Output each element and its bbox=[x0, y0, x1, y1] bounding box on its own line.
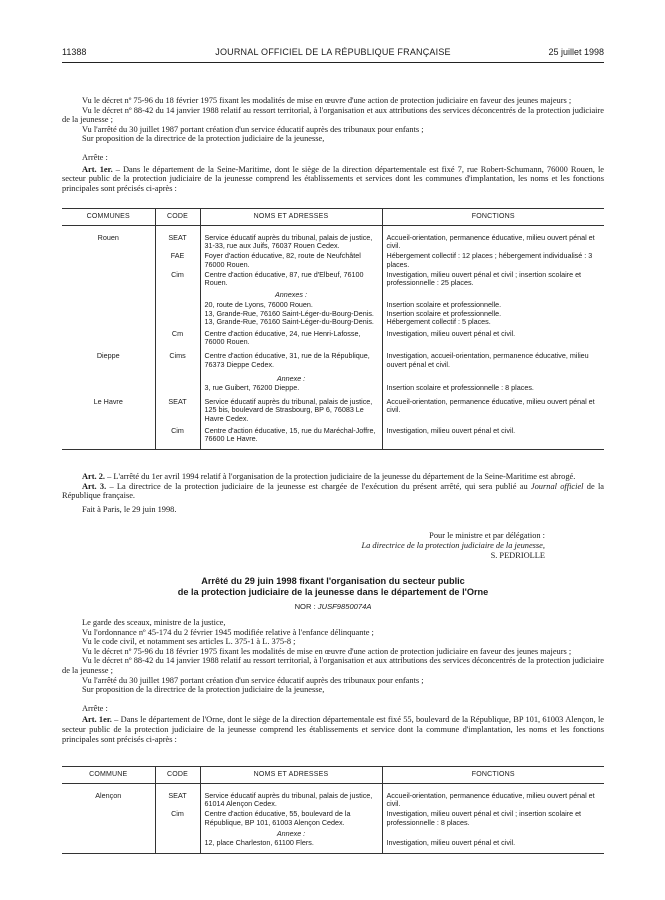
code-cell bbox=[155, 299, 200, 309]
decree-title bbox=[62, 576, 604, 598]
function-cell: Investigation, milieu ouvert pénal et civil. bbox=[382, 838, 604, 854]
visa: Sur proposition de la directrice de la protection judiciaire de la jeunesse, bbox=[82, 685, 325, 695]
table-row bbox=[62, 318, 604, 326]
table-row bbox=[62, 827, 604, 838]
code-cell: Cims bbox=[155, 346, 200, 368]
table-row bbox=[62, 423, 604, 450]
visa: Vu le décret nº 75-96 du 18 février 1975 fixant les modalités de mise en œuvre d'une action de protection judiciaire en faveur des jeunes majeurs ; bbox=[82, 646, 572, 656]
code-cell bbox=[155, 383, 200, 392]
code-cell bbox=[155, 369, 200, 383]
function-cell: Investigation, milieu ouvert pénal et civil ; insertion scolaire et professionnelle : 8 places. bbox=[382, 808, 604, 826]
function-cell: Investigation, milieu ouvert pénal et civil. bbox=[382, 423, 604, 450]
decree-title-line: Arrêté du 29 juin 1998 fixant l'organisation du secteur public bbox=[201, 576, 465, 586]
annex-label: Annexe : bbox=[200, 827, 382, 838]
code-cell bbox=[155, 318, 200, 326]
article-text-end: de la République française. bbox=[62, 481, 604, 501]
commune-cell: Le Havre bbox=[93, 397, 123, 407]
code-cell: FAE bbox=[155, 250, 200, 268]
article-1 bbox=[62, 715, 604, 744]
journal-title: JOURNAL OFFICIEL DE LA RÉPUBLIQUE FRANÇAISE bbox=[215, 47, 451, 57]
function-cell: Investigation, milieu ouvert pénal et civil ; insertion scolaire et professionnelle : 25 places. bbox=[382, 269, 604, 287]
visa: Vu le décret nº 88-42 du 14 janvier 1988 relatif au ressort territorial, à l'organisation et aux attributions des services déconcentrés de la protection judiciaire de la jeunesse ; bbox=[62, 105, 604, 125]
nor-reference bbox=[62, 602, 604, 611]
article-text: – Dans le département de l'Orne, dont le siège de la direction départementale est fixé 55, boulevard de la République, BP 101, 61003 Alençon, le secteur public de la protection judiciaire de la jeunesse comprend les établissements et service dont la commune d'implantation, les noms et les fonctions principales sont précisés ci-après : bbox=[62, 715, 604, 744]
function-cell: Accueil-orientation, permanence éducative, milieu ouvert pénal et civil. bbox=[382, 226, 604, 251]
address-cell: Centre d'action éducative, 31, rue de la République, 76373 Dieppe Cedex. bbox=[200, 346, 382, 368]
code-cell: Cim bbox=[155, 423, 200, 450]
function-cell: Insertion scolaire et professionnelle. bbox=[382, 299, 604, 309]
signature-title: La directrice de la protection judiciaire de la jeunesse, bbox=[361, 541, 545, 550]
article-text: – Dans le département de la Seine-Maritime, dont le siège de la direction départementale est fixé 7, rue Robert-Schumann, 76000 Rouen, le secteur public de la protection judiciaire de la jeunesse comprend les établissements et services dont les communes d'implantation, les noms et les fonctions principales sont précisés ci-après : bbox=[62, 164, 605, 193]
article-label: Art. 1er. bbox=[82, 715, 112, 725]
function-cell: Accueil-orientation, permanence éducative, milieu ouvert pénal et civil. bbox=[382, 392, 604, 423]
signature-name: S. PEDRIOLLE bbox=[490, 551, 545, 560]
function-cell: Insertion scolaire et professionnelle. bbox=[382, 310, 604, 318]
address-cell: Centre d'action éducative, 87, rue d'Elbeuf, 76100 Rouen. bbox=[200, 269, 382, 287]
establishments-table-orne bbox=[62, 766, 604, 854]
table-header-row bbox=[62, 209, 604, 226]
column-header: NOMS ET ADRESSES bbox=[200, 767, 382, 784]
done-at: Fait à Paris, le 29 juin 1998. bbox=[82, 504, 177, 514]
nor-label: NOR : bbox=[294, 602, 318, 611]
first-closing bbox=[62, 472, 604, 514]
commune-cell bbox=[62, 299, 155, 309]
arrete-word: Arrête : bbox=[82, 152, 108, 162]
visa: Vu le décret nº 88-42 du 14 janvier 1988 relatif au ressort territorial, à l'organisation et aux attributions des services déconcentrés de la protection judiciaire de la jeunesse ; bbox=[62, 656, 604, 675]
commune-cell bbox=[62, 326, 155, 346]
function-cell bbox=[382, 827, 604, 838]
address-cell: 13, Grande-Rue, 76160 Saint-Léger-du-Bourg-Denis. bbox=[200, 310, 382, 318]
function-cell: Hébergement collectif : 12 places ; hébergement individualisé : 3 places. bbox=[382, 250, 604, 268]
table-row bbox=[62, 784, 604, 809]
table-row bbox=[62, 838, 604, 854]
column-header: COMMUNE bbox=[62, 767, 155, 784]
table-body bbox=[62, 226, 604, 450]
code-cell: Cm bbox=[155, 326, 200, 346]
table-row bbox=[62, 808, 604, 826]
code-cell bbox=[155, 310, 200, 318]
page-header bbox=[62, 47, 604, 61]
code-cell: Cim bbox=[155, 808, 200, 826]
commune-cell bbox=[62, 310, 155, 318]
commune-cell bbox=[62, 269, 155, 287]
decree-title-line: de la protection judiciaire de la jeunesse dans le département de l'Orne bbox=[177, 587, 489, 597]
table-row bbox=[62, 226, 604, 251]
address-cell: 20, route de Lyons, 76000 Rouen. bbox=[200, 299, 382, 309]
function-cell: Investigation, milieu ouvert pénal et civil. bbox=[382, 326, 604, 346]
header-rule bbox=[62, 62, 604, 63]
commune-cell bbox=[62, 318, 155, 326]
table-row bbox=[62, 383, 604, 392]
table-row bbox=[62, 369, 604, 383]
column-header: FONCTIONS bbox=[382, 209, 604, 226]
journal-reference: Journal officiel bbox=[530, 481, 584, 491]
address-cell: Service éducatif auprès du tribunal, palais de justice, 31-33, rue aux Juifs, 76037 Rouen Cedex. bbox=[200, 226, 382, 251]
address-cell: 13, Grande-Rue, 76160 Saint-Léger-du-Bourg-Denis. bbox=[200, 318, 382, 326]
article-1 bbox=[62, 165, 604, 194]
table-row bbox=[62, 287, 604, 299]
column-header: COMMUNES bbox=[62, 209, 155, 226]
establishments-table-seine-maritime bbox=[62, 208, 604, 450]
visa: Vu l'arrêté du 30 juillet 1987 portant création d'un service éducatif auprès des tribunaux pour enfants ; bbox=[82, 124, 424, 134]
address-cell: Centre d'action éducative, 15, rue du Maréchal-Joffre, 76600 Le Havre. bbox=[200, 423, 382, 450]
page-number: 11388 bbox=[62, 47, 87, 57]
signature-block bbox=[361, 531, 545, 561]
article-label: Art. 2. bbox=[82, 472, 106, 481]
table-row bbox=[62, 392, 604, 423]
column-header: CODE bbox=[155, 767, 200, 784]
code-cell bbox=[155, 838, 200, 854]
annex-label: Annexes : bbox=[200, 287, 382, 299]
article-text: – La directrice de la protection judiciaire de la jeunesse est chargée de l'exécution du présent arrêté, qui sera publié au bbox=[106, 481, 531, 491]
annex-label: Annexe : bbox=[200, 369, 382, 383]
code-cell: Cim bbox=[155, 269, 200, 287]
commune-cell bbox=[62, 827, 155, 838]
arrete-word: Arrête : bbox=[82, 703, 108, 713]
table-header-row bbox=[62, 767, 604, 784]
address-cell: Foyer d'action éducative, 82, route de Neufchâtel 76000 Rouen. bbox=[200, 250, 382, 268]
function-cell bbox=[382, 287, 604, 299]
table-row bbox=[62, 250, 604, 268]
column-header: NOMS ET ADRESSES bbox=[200, 209, 382, 226]
commune-cell bbox=[62, 838, 155, 854]
column-header: FONCTIONS bbox=[382, 767, 604, 784]
address-cell: 12, place Charleston, 61100 Flers. bbox=[200, 838, 382, 854]
article-label: Art. 3. bbox=[82, 481, 107, 491]
code-cell: SEAT bbox=[155, 226, 200, 251]
address-cell: Centre d'action éducative, 55, boulevard de la République, BP 101, 61003 Alençon Cedex. bbox=[200, 808, 382, 826]
article-2 bbox=[62, 472, 604, 482]
function-cell: Hébergement collectif : 5 places. bbox=[382, 318, 604, 326]
column-header: CODE bbox=[155, 209, 200, 226]
address-cell: Service éducatif auprès du tribunal, palais de justice, 61014 Alençon Cedex. bbox=[200, 784, 382, 809]
first-visas bbox=[62, 96, 604, 193]
visa: Vu l'arrêté du 30 juillet 1987 portant création d'un service éducatif auprès des tribunaux pour enfants ; bbox=[82, 675, 424, 685]
commune-cell bbox=[62, 808, 155, 826]
table-row bbox=[62, 269, 604, 287]
code-cell: SEAT bbox=[155, 784, 200, 809]
commune-cell bbox=[62, 287, 155, 299]
code-cell bbox=[155, 827, 200, 838]
second-visas bbox=[62, 618, 604, 744]
article-3 bbox=[62, 482, 604, 501]
commune-cell bbox=[62, 423, 155, 450]
function-cell: Insertion scolaire et professionnelle : 8 places. bbox=[382, 383, 604, 392]
commune-cell: Rouen bbox=[97, 233, 119, 242]
commune-cell bbox=[62, 369, 155, 383]
commune-cell: Dieppe bbox=[96, 351, 120, 361]
article-text: – L'arrêté du 1er avril 1994 relatif à l'organisation de la protection judiciaire de la jeunesse du département de la Seine-Maritime est abrogé. bbox=[105, 472, 576, 481]
table-body bbox=[62, 784, 604, 854]
signature-delegation: Pour le ministre et par délégation : bbox=[429, 531, 545, 540]
table-row bbox=[62, 326, 604, 346]
visa: Vu le code civil, et notamment ses articles L. 375-1 à L. 375-8 ; bbox=[82, 637, 296, 647]
visa: Le garde des sceaux, ministre de la justice, bbox=[82, 618, 226, 627]
address-cell: 3, rue Guibert, 76200 Dieppe. bbox=[200, 383, 382, 392]
nor-code: JUSF9850074A bbox=[317, 602, 372, 611]
function-cell: Investigation, accueil-orientation, permanence éducative, milieu ouvert pénal et civil. bbox=[382, 346, 604, 368]
visa: Vu le décret nº 75-96 du 18 février 1975 fixant les modalités de mise en œuvre d'une action de protection judiciaire en faveur des jeunes majeurs ; bbox=[82, 96, 572, 105]
article-label: Art. 1er. bbox=[82, 164, 113, 174]
commune-cell bbox=[62, 250, 155, 268]
function-cell bbox=[382, 369, 604, 383]
issue-date: 25 juillet 1998 bbox=[548, 47, 604, 57]
function-cell: Accueil-orientation, permanence éducative, milieu ouvert pénal et civil. bbox=[382, 784, 604, 809]
visa: Sur proposition de la directrice de la protection judiciaire de la jeunesse, bbox=[82, 134, 325, 144]
code-cell bbox=[155, 287, 200, 299]
address-cell: Centre d'action éducative, 24, rue Henri-Lafosse, 76000 Rouen. bbox=[200, 326, 382, 346]
address-cell: Service éducatif auprès du tribunal, palais de justice, 125 bis, boulevard de Strasbourg, BP 6, 76083 Le Havre Cedex. bbox=[200, 392, 382, 423]
commune-cell: Alençon bbox=[95, 791, 122, 800]
code-cell: SEAT bbox=[155, 392, 200, 423]
table-row bbox=[62, 346, 604, 368]
visa: Vu l'ordonnance nº 45-174 du 2 février 1945 modifiée relative à l'enfance délinquante ; bbox=[82, 627, 374, 637]
commune-cell bbox=[62, 383, 155, 392]
